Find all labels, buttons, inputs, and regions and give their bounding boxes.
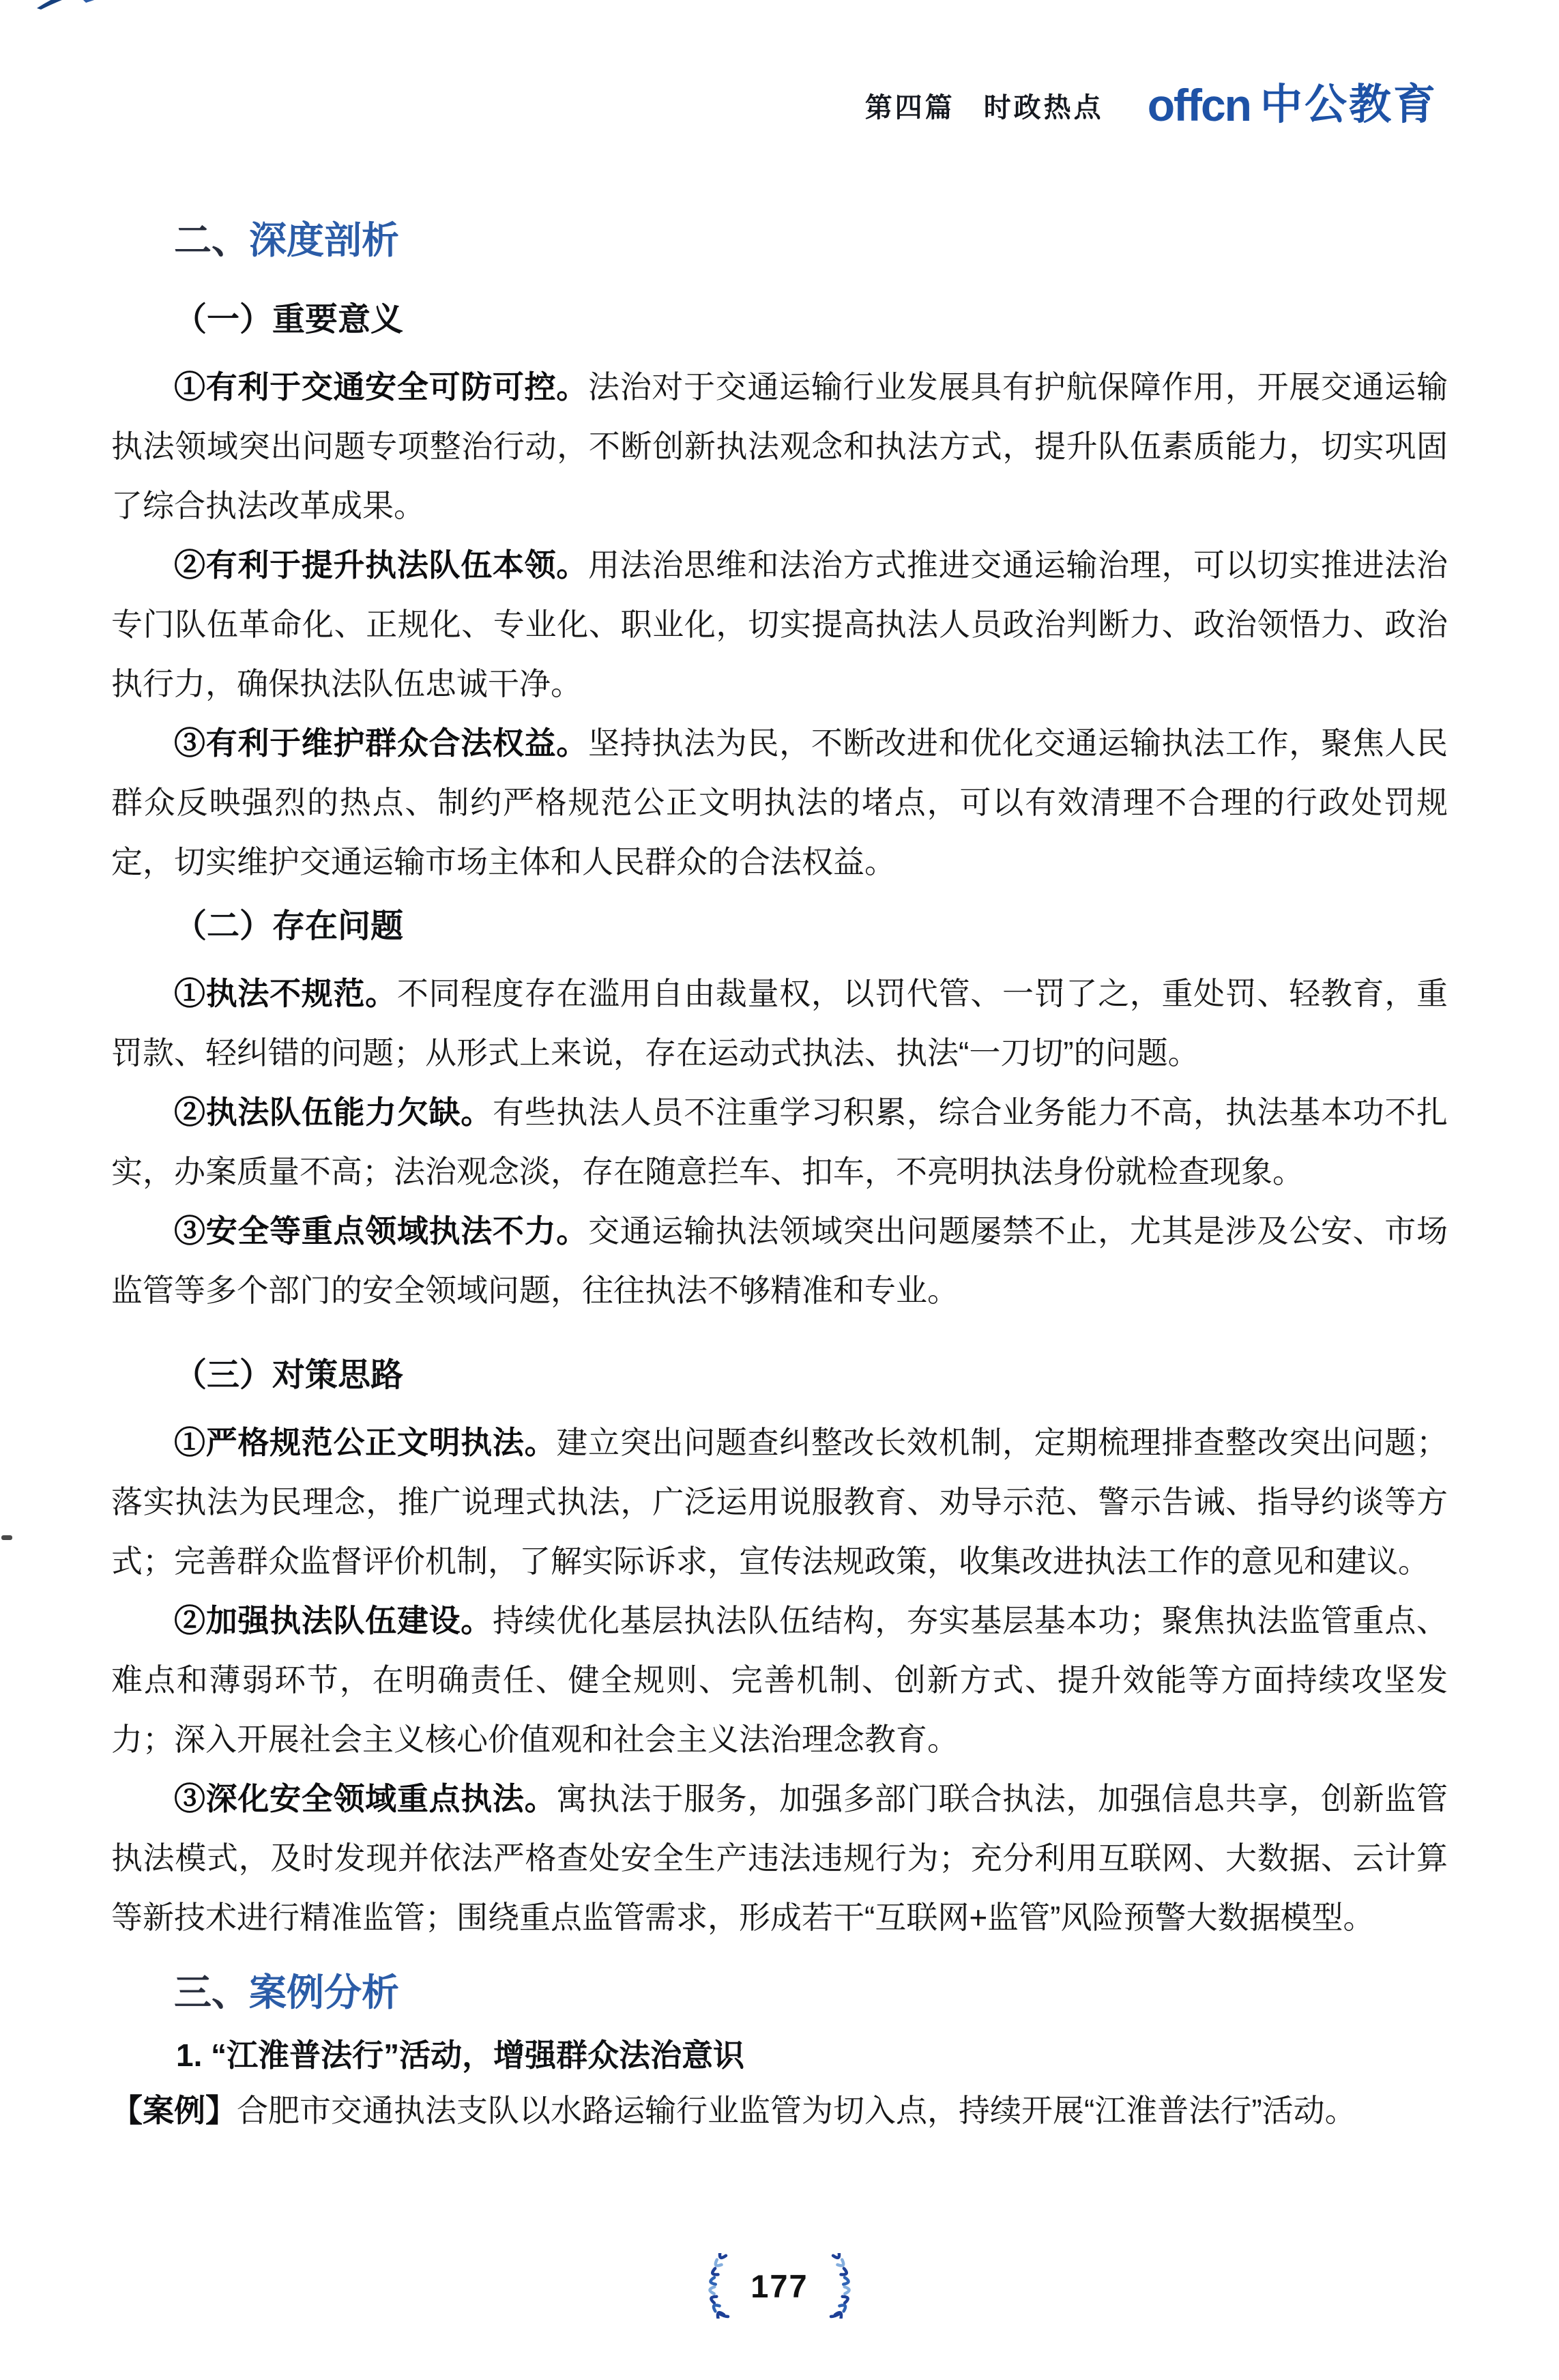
paragraph-body: 寓执法于服务，加强多部门联合执法，加强信息共享，创新监管执法模式，及时发现并依法严格查处安全生产违法违规行为；充分利用互联网、大数据、云计算等新技术进行精准监管；围绕重点监管需求，形成若干“互联网+监管”风险预警大数据模型。	[111, 1781, 1448, 1935]
paragraph-body: 有些执法人员不注重学习积累，综合业务能力不高，执法基本功不扎实，办案质量不高；法治观念淡，存在随意拦车、扣车，不亮明执法身份就检查现象。	[111, 1094, 1448, 1189]
section-title: 案例分析	[249, 1971, 400, 2014]
paragraph	[111, 536, 1448, 714]
paragraph-body: 坚持执法为民，不断改进和优化交通运输执法工作，聚焦人民群众反映强烈的热点、制约严格规范公正文明执法的堵点，可以有效清理不合理的行政处罚规定，切实维护交通运输市场主体和人民群众的合法权益。	[111, 725, 1448, 880]
paragraph	[111, 1083, 1448, 1202]
paragraph	[111, 358, 1448, 536]
paragraph-lead: ②有利于提升执法队伍本领。	[174, 547, 588, 583]
offcn-logo	[1147, 80, 1438, 130]
paragraph	[111, 964, 1448, 1083]
paragraph-body: 法治对于交通运输行业发展具有护航保障作用，开展交通运输执法领域突出问题专项整治行动，不断创新执法观念和执法方式，提升队伍素质能力，切实巩固了综合执法改革成果。	[111, 369, 1448, 523]
section-number: 三、	[174, 1971, 250, 2014]
paragraph-body: 交通运输执法领域突出问题屡禁不止，尤其是涉及公安、市场监管等多个部门的安全领域问题，往往执法不够精准和专业。	[111, 1213, 1448, 1308]
paragraph-lead: ①执法不规范。	[174, 976, 397, 1011]
paragraph-body: 持续优化基层执法队伍结构，夯实基层基本功；聚焦执法监管重点、难点和薄弱环节，在明确责任、健全规则、完善机制、创新方式、提升效能等方面持续攻坚发力；深入开展社会主义核心价值观和社会主义法治理念教育。	[111, 1603, 1448, 1757]
paragraph-lead: ③安全等重点领域执法不力。	[174, 1213, 588, 1249]
header-labels	[865, 86, 1104, 125]
scan-artifact-dot	[1, 1535, 12, 1540]
subsection-heading-3: （三）对策思路	[174, 1357, 404, 1393]
paragraph-lead: 【案例】	[111, 2093, 237, 2128]
laurel-left-icon	[700, 2253, 731, 2319]
subsection-heading-1: （一）重要意义	[174, 302, 404, 338]
paragraph-body: 建立突出问题查纠整改长效机制，定期梳理排查整改突出问题；落实执法为民理念，推广说理式执法，广泛运用说服教育、劝导示范、警示告诫、指导约谈等方式；完善群众监督评价机制，了解实际诉求，宣传法规政策，收集改进执法工作的意见和建议。	[111, 1425, 1448, 1579]
page-number: 177	[751, 2267, 808, 2304]
section-title: 深度剖析	[249, 219, 400, 261]
paragraph	[111, 1591, 1448, 1769]
page-content	[0, 216, 1559, 2140]
offcn-logo-cjk: 中公教育	[1259, 81, 1438, 128]
laurel-right-icon	[828, 2253, 859, 2319]
subsection-heading-2: （二）存在问题	[174, 908, 404, 944]
paragraph-lead: ②执法队伍能力欠缺。	[174, 1094, 493, 1130]
paragraph-lead: ②加强执法队伍建设。	[174, 1603, 493, 1638]
paragraph-body: 合肥市交通执法支队以水路运输行业监管为切入点，持续开展“江淮普法行”活动。	[237, 2093, 1356, 2128]
case-heading: 1. “江淮普法行”活动，增强群众法治意识	[176, 2037, 745, 2073]
section-heading-2	[174, 216, 1448, 265]
section-heading-3	[174, 1968, 1448, 2017]
section-label: 时政热点	[983, 92, 1104, 123]
offcn-logo-latin: offcn	[1147, 80, 1251, 130]
paragraph	[111, 1413, 1448, 1591]
page-header	[0, 0, 1559, 131]
case-paragraph	[111, 2081, 1448, 2140]
paragraph	[111, 1769, 1448, 1947]
page-footer	[0, 2253, 1559, 2319]
section-number: 二、	[174, 219, 250, 261]
logo-swoosh-icon	[35, 0, 139, 11]
paragraph	[111, 1202, 1448, 1320]
paragraph-lead: ③深化安全领域重点执法。	[174, 1781, 557, 1816]
paragraph-lead: ①有利于交通安全可防可控。	[174, 369, 588, 405]
paragraph-body: 用法治思维和法治方式推进交通运输治理，可以切实推进法治专门队伍革命化、正规化、专业化、职业化，切实提高执法人员政治判断力、政治领悟力、政治执行力，确保执法队伍忠诚干净。	[111, 547, 1448, 701]
paragraph-lead: ①严格规范公正文明执法。	[174, 1425, 557, 1460]
paragraph	[111, 714, 1448, 892]
paragraph-lead: ③有利于维护群众合法权益。	[174, 725, 588, 761]
part-label: 第四篇	[864, 92, 955, 123]
paragraph-body: 不同程度存在滥用自由裁量权，以罚代管、一罚了之，重处罚、轻教育，重罚款、轻纠错的问题；从形式上来说，存在运动式执法、执法“一刀切”的问题。	[111, 976, 1448, 1071]
